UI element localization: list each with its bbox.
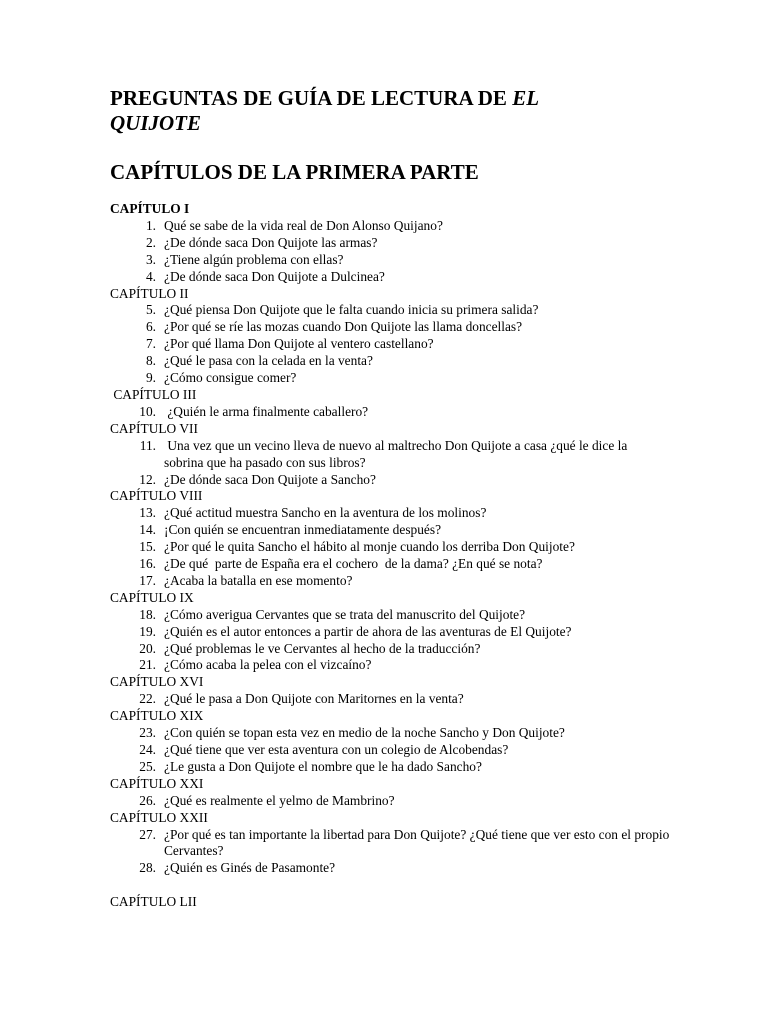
question-text: ¿Qué tiene que ver esta aventura con un colegio de Alcobendas? [164, 742, 509, 757]
question-text: ¿De dónde saca Don Quijote las armas? [164, 234, 378, 250]
question-item [110, 302, 670, 319]
question-item [110, 438, 670, 472]
question-text: ¿Por qué es tan importante la libertad para Don Quijote? ¿Qué tiene que ver esto con el propio Cervantes? [164, 826, 673, 859]
question-text: ¿Le gusta a Don Quijote el nombre que le ha dado Sancho? [164, 758, 482, 774]
document-title [110, 86, 670, 136]
question-number: 23. [139, 725, 156, 741]
question-number: 18. [139, 606, 156, 622]
question-text: ¿Con quién se topan esta vez en medio de la noche Sancho y Don Quijote? [164, 725, 565, 741]
document-title-italic-1: EL [512, 86, 540, 110]
question-number: 25. [139, 758, 156, 774]
question-item [110, 793, 670, 810]
question-item [110, 725, 670, 742]
document-title-text: PREGUNTAS DE GUÍA DE LECTURA DE [110, 86, 513, 110]
question-number: 26. [139, 792, 156, 808]
chapter-heading: CAPÍTULO I [110, 201, 190, 216]
question-text: ¿Por qué le quita Sancho el hábito al monje cuando los derriba Don Quijote? [164, 539, 575, 555]
question-item [110, 505, 670, 522]
question-number: 16. [139, 556, 156, 572]
question-item [110, 319, 670, 336]
chapter-heading: CAPÍTULO XXI [110, 775, 204, 791]
question-text: Qué se sabe de la vida real de Don Alonso Quijano? [164, 217, 443, 233]
chapter-list [110, 201, 673, 911]
question-text: ¿De dónde saca Don Quijote a Dulcinea? [164, 268, 385, 284]
chapter-heading: CAPÍTULO IX [110, 589, 194, 605]
question-number: 8. [145, 353, 156, 369]
question-number: 1. [145, 217, 156, 233]
question-item [110, 269, 670, 286]
question-item [110, 370, 670, 387]
question-item [110, 539, 670, 556]
question-text: ¿Quién le arma finalmente caballero? [164, 403, 369, 419]
question-item [110, 336, 670, 353]
question-number: 15. [139, 539, 156, 555]
question-text: ¿Qué es realmente el yelmo de Mambrino? [164, 792, 395, 808]
question-text: ¿Acaba la batalla en ese momento? [164, 572, 353, 588]
question-item [110, 218, 670, 235]
question-item [110, 353, 670, 370]
question-text: ¿De dónde saca Don Quijote a Sancho? [164, 471, 376, 487]
question-text: ¿Qué piensa Don Quijote que le falta cuando inicia su primera salida? [164, 302, 539, 318]
question-number: 5. [145, 302, 156, 318]
question-text: ¿Cómo averigua Cervantes que se trata del manuscrito del Quijote? [164, 606, 526, 622]
chapter-heading: CAPÍTULO III [110, 386, 197, 402]
question-number: 2. [145, 234, 156, 250]
question-text: ¿Tiene algún problema con ellas? [164, 251, 344, 267]
question-number: 14. [139, 522, 156, 538]
part-heading: CAPÍTULOS DE LA PRIMERA PARTE [110, 160, 479, 184]
chapter-heading: CAPÍTULO XXII [110, 809, 208, 825]
question-item [110, 573, 670, 590]
question-item [110, 860, 670, 877]
question-text: ¿Qué actitud muestra Sancho en la aventura de los molinos? [164, 505, 487, 521]
question-number: 12. [139, 471, 156, 487]
chapter-heading: CAPÍTULO XIX [110, 708, 204, 724]
question-number: 13. [139, 505, 156, 521]
question-text: ¿Qué le pasa a Don Quijote con Maritornes en la venta? [164, 691, 464, 707]
spacer [110, 877, 670, 894]
question-number: 22. [139, 691, 156, 707]
question-number: 10. [139, 403, 156, 419]
question-number: 28. [139, 860, 156, 876]
question-item [110, 759, 670, 776]
question-item [110, 556, 670, 573]
question-number: 19. [139, 623, 156, 639]
question-item [110, 624, 670, 641]
question-text: ¡Con quién se encuentran inmediatamente después? [164, 522, 442, 538]
question-item [110, 235, 670, 252]
question-item [110, 404, 670, 421]
question-number: 4. [145, 268, 156, 284]
question-text: ¿Quién es el autor entonces a partir de ahora de las aventuras de El Quijote? [164, 623, 572, 639]
question-item [110, 691, 670, 708]
question-text: ¿Cómo acaba la pelea con el vizcaíno? [164, 657, 372, 673]
question-text: ¿Cómo consigue comer? [164, 370, 297, 386]
question-number: 21. [139, 657, 156, 673]
question-number: 9. [145, 370, 156, 386]
question-item [110, 522, 670, 539]
document-page [110, 86, 673, 911]
document-title-italic-2: QUIJOTE [110, 111, 202, 135]
question-number: 11. [139, 437, 156, 453]
chapter-heading: CAPÍTULO XVI [110, 674, 204, 690]
question-number: 3. [145, 251, 156, 267]
question-number: 17. [139, 572, 156, 588]
question-item [110, 657, 670, 674]
question-item [110, 826, 673, 861]
question-text: ¿Qué problemas le ve Cervantes al hecho de la traducción? [164, 640, 481, 656]
chapter-heading: CAPÍTULO VII [110, 420, 198, 436]
question-item [110, 607, 670, 624]
question-number: 6. [145, 319, 156, 335]
question-item [110, 252, 670, 269]
question-number: 7. [145, 336, 156, 352]
question-item [110, 641, 670, 658]
chapter-heading: CAPÍTULO VIII [110, 488, 203, 504]
question-item [110, 742, 670, 759]
question-text: ¿Por qué se ríe las mozas cuando Don Quijote las llama doncellas? [164, 319, 523, 335]
chapter-heading-final: CAPÍTULO LII [110, 894, 197, 910]
question-number: 20. [139, 640, 156, 656]
question-text: Una vez que un vecino lleva de nuevo al maltrecho Don Quijote a casa ¿qué le dice la sobrina que ha pasado con sus libros? [164, 437, 631, 470]
question-text: ¿De qué parte de España era el cochero de la dama? ¿En qué se nota? [164, 556, 543, 572]
question-text: ¿Por qué llama Don Quijote al ventero castellano? [164, 336, 434, 352]
question-text: ¿Qué le pasa con la celada en la venta? [164, 353, 373, 369]
question-text: ¿Quién es Ginés de Pasamonte? [164, 860, 336, 876]
question-item [110, 472, 670, 489]
question-number: 27. [139, 826, 156, 842]
chapter-heading: CAPÍTULO II [110, 285, 189, 301]
question-number: 24. [139, 742, 156, 757]
